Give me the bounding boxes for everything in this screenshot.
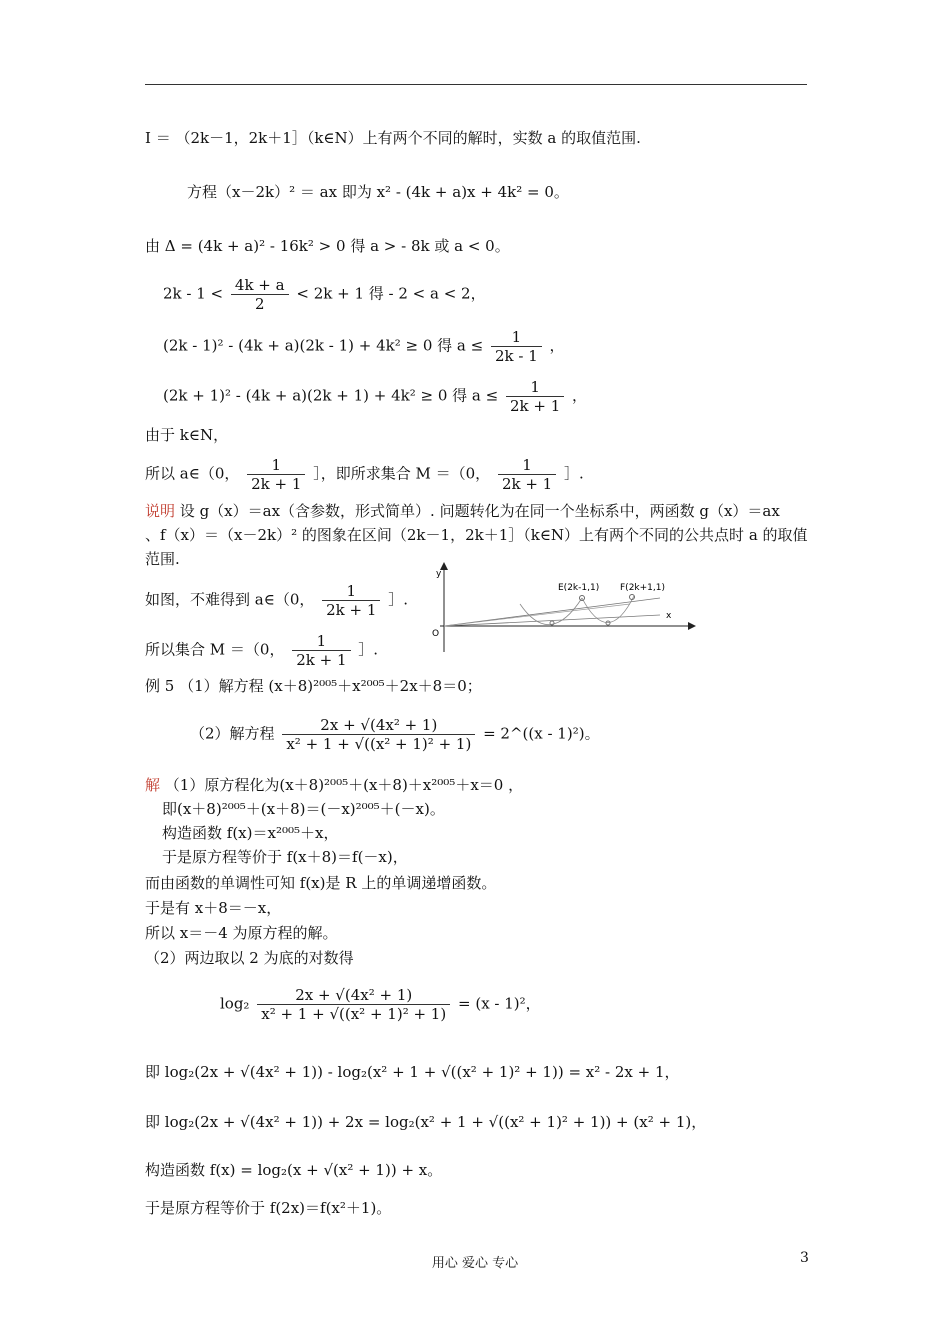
denominator: 2k - 1 [491, 346, 542, 365]
formula-part: (2k + 1)² - (4k + a)(2k + 1) + 4k² ≥ 0 得 a ≤ [163, 386, 499, 405]
formula-line [145, 456, 584, 493]
text-line: 、f（x）＝（x－2k）² 的图象在区间（2k－1，2k＋1］（k∈N）上有两个不同的公共点时 a 的取值 [145, 526, 808, 544]
note-text: 设 g（x）＝ax（含参数，形式简单）. 问题转化为在同一个坐标系中，两函数 g（x）＝ax [179, 502, 780, 520]
formula-part: ］，即所求集合 M ＝（0， [313, 464, 491, 483]
text-line: 由于 k∈N， [145, 426, 229, 444]
formula-part: (2k - 1)² - (4k + a)(2k - 1) + 4k² ≥ 0 得 a ≤ [163, 336, 484, 355]
formula-line [163, 328, 565, 365]
fraction [498, 456, 556, 493]
text-line: 由 Δ = (4k + a)² - 16k² > 0 得 a > - 8k 或 a < 0。 [145, 237, 510, 255]
text-line: 于是有 x＋8＝－x， [145, 899, 282, 917]
numerator: 4k + a [234, 276, 285, 294]
formula-line [163, 276, 486, 313]
text-line [145, 775, 523, 795]
x-axis-arrow [688, 622, 696, 630]
denominator: 2k + 1 [498, 474, 556, 493]
fraction [506, 378, 564, 415]
fraction [257, 986, 450, 1023]
numerator: 1 [530, 378, 540, 396]
text-line: 于是原方程等价于 f(2x)＝f(x²＋1)。 [145, 1199, 392, 1217]
formula-part: 如图，不难得到 a∈（0， [145, 590, 315, 609]
formula-part: ］. [388, 590, 408, 609]
denominator: 2k + 1 [247, 474, 305, 493]
denominator: x² + 1 + √((x² + 1)² + 1) [282, 734, 475, 753]
text-line: I ＝ （2k－1，2k＋1］（k∈N）上有两个不同的解时，实数 a 的取值范围. [145, 129, 641, 147]
formula-line [145, 582, 408, 619]
text-line: 于是原方程等价于 f(x＋8)＝f(－x)， [162, 848, 408, 866]
formula-part: < 2k + 1 得 - 2 < a < 2， [296, 284, 486, 303]
label-origin: O [432, 629, 440, 639]
text-line: 构造函数 f(x)＝x²⁰⁰⁵＋x， [162, 824, 339, 842]
formula-line [163, 378, 587, 415]
text-line: 构造函数 f(x) = log₂(x + √(x² + 1)) + x。 [145, 1161, 443, 1179]
fraction [491, 328, 542, 365]
denominator: 2k + 1 [292, 650, 350, 669]
text-line [145, 501, 780, 521]
line-through-e [444, 598, 660, 626]
page-number: 3 [800, 1250, 809, 1266]
note-label: 说明 [145, 502, 176, 520]
formula-part: ］. [564, 464, 584, 483]
numerator: 1 [522, 456, 532, 474]
fraction [322, 582, 380, 619]
formula-part: = (x - 1)²， [458, 994, 541, 1013]
solution-label: 解 [145, 776, 161, 794]
figure-graph [420, 560, 700, 660]
text-line: 即 log₂(2x + √(4x² + 1)) + 2x = log₂(x² + 1 + √((x² + 1)² + 1)) + (x² + 1)， [145, 1113, 707, 1131]
line-middle [444, 604, 630, 626]
formula-part: （2）解方程 [190, 724, 275, 743]
numerator: 2x + √(4x² + 1) [320, 716, 438, 734]
fraction [247, 456, 305, 493]
label-x: x [666, 611, 672, 621]
text-line: 即(x＋8)²⁰⁰⁵＋(x＋8)＝(－x)²⁰⁰⁵＋(－x)。 [162, 800, 445, 818]
numerator: 1 [316, 632, 327, 650]
formula-part: 所以集合 M ＝（0， [145, 640, 285, 659]
formula-line [220, 986, 541, 1023]
denominator: x² + 1 + √((x² + 1)² + 1) [257, 1004, 450, 1023]
formula-part: ， [572, 386, 588, 405]
denominator: 2 [231, 294, 289, 313]
label-y: y [436, 569, 442, 579]
numerator: 2x + √(4x² + 1) [295, 986, 413, 1004]
text-line: 范围. [145, 550, 180, 568]
fraction [292, 632, 350, 669]
denominator: 2k + 1 [506, 396, 564, 415]
formula-part: 所以 a∈（0， [145, 464, 240, 483]
text-line: （2）两边取以 2 为底的对数得 [145, 949, 354, 967]
label-e: E(2k-1,1) [558, 583, 600, 593]
numerator: 1 [346, 582, 357, 600]
fraction [282, 716, 475, 753]
text-line: 方程（x－2k）² ＝ ax 即为 x² - (4k + a)x + 4k² = 0。 [187, 183, 569, 201]
formula-part: ］. [358, 640, 379, 659]
formula-line [190, 716, 600, 753]
header-rule [145, 84, 807, 85]
formula-part: 2k - 1 < [163, 284, 224, 303]
text-line: 而由函数的单调性可知 f(x)是 R 上的单调递增函数。 [145, 874, 497, 892]
text-line: 所以 x＝－4 为原方程的解。 [145, 924, 338, 942]
label-f: F(2k+1,1) [620, 583, 665, 593]
page-footer: 用心 爱心 专心 [431, 1256, 519, 1271]
formula-line [145, 632, 378, 669]
numerator: 1 [511, 328, 522, 346]
fraction [231, 276, 289, 313]
text-line: 即 log₂(2x + √(4x² + 1)) - log₂(x² + 1 + √((x² + 1)² + 1)) = x² - 2x + 1， [145, 1063, 680, 1081]
denominator: 2k + 1 [322, 600, 380, 619]
formula-part: log₂ [220, 994, 250, 1013]
solution-text: （1）原方程化为(x＋8)²⁰⁰⁵＋(x＋8)＋x²⁰⁰⁵＋x＝0 ， [164, 776, 524, 794]
text-line: 例 5 （1）解方程 (x＋8)²⁰⁰⁵＋x²⁰⁰⁵＋2x＋8＝0； [145, 677, 482, 695]
numerator: 1 [271, 456, 282, 474]
formula-part: = 2^((x - 1)²)。 [483, 724, 600, 743]
formula-part: ， [549, 336, 565, 355]
vertex-right [606, 621, 610, 625]
